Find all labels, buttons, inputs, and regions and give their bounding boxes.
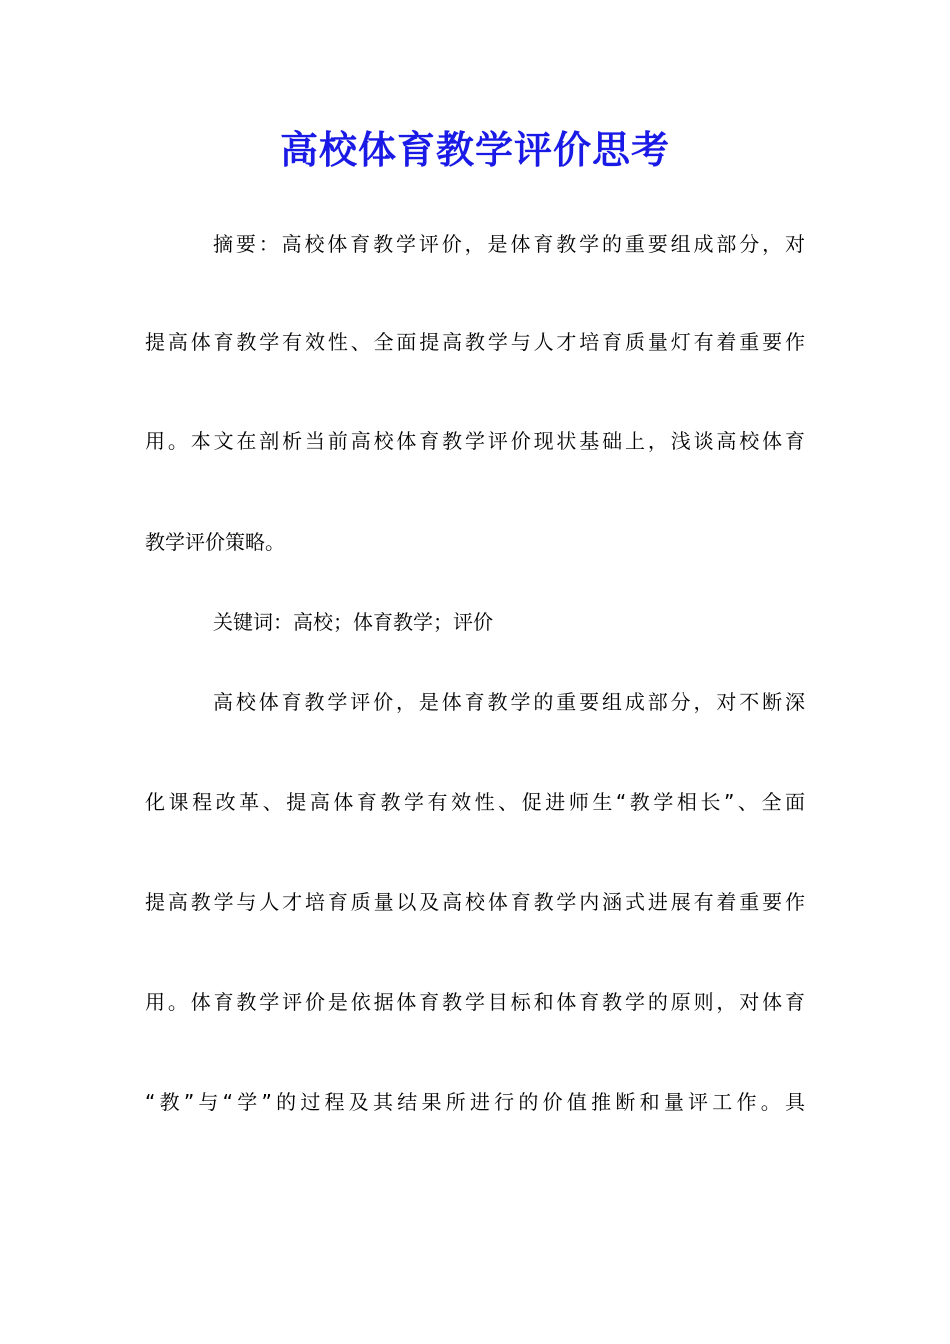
body-line: “教”与“学”的过程及其结果所进行的价值推断和量评工作。具 [145, 1090, 805, 1114]
abstract-line: 教学评价策略。 [145, 530, 285, 554]
abstract-line: 用。本文在剖析当前高校体育教学评价现状基础上，浅谈高校体育 [145, 429, 805, 453]
body-line: 高校体育教学评价，是体育教学的重要组成部分，对不断深 [213, 690, 805, 714]
document-title: 高校体育教学评价思考 [279, 127, 670, 172]
body-line: 提高教学与人才培育质量以及高校体育教学内涵式进展有着重要作 [145, 890, 805, 914]
body-line: 化课程改革、提高体育教学有效性、促进师生“教学相长”、全面 [145, 790, 805, 814]
abstract-line: 摘要：高校体育教学评价，是体育教学的重要组成部分，对 [213, 232, 805, 256]
abstract-line: 提高体育教学有效性、全面提高教学与人才培育质量灯有着重要作 [145, 330, 805, 354]
body-line: 用。体育教学评价是依据体育教学目标和体育教学的原则，对体育 [145, 990, 805, 1014]
keywords-line: 关键词：高校；体育教学；评价 [213, 610, 493, 634]
